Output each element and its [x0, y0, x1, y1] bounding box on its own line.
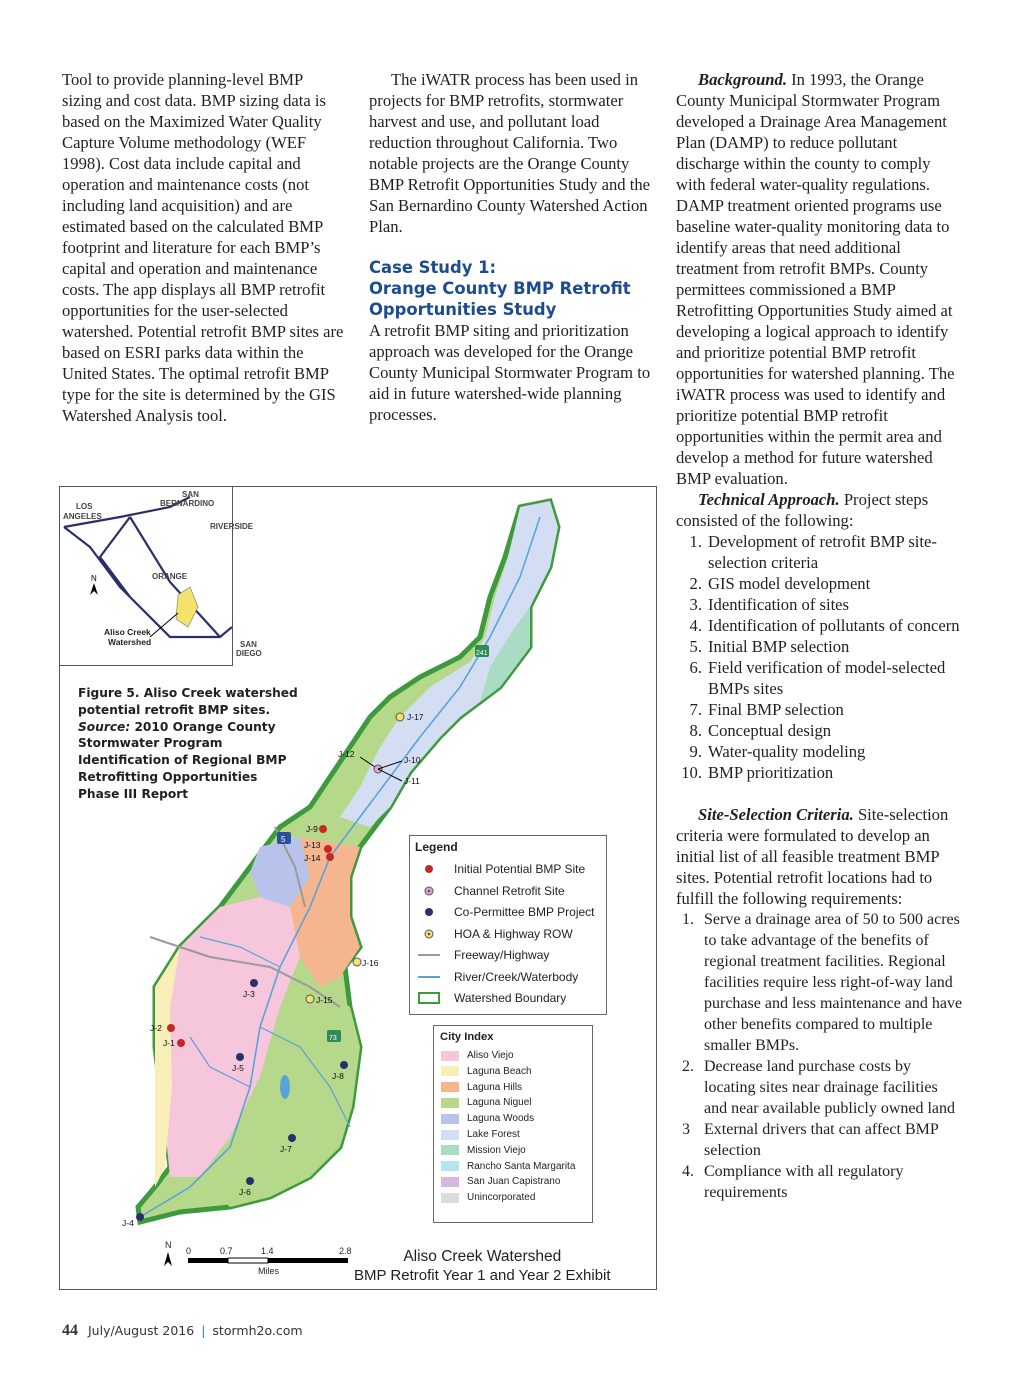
inset-san-bernardino: SAN BERNARDINO [160, 490, 215, 508]
step-number: 9. [689, 742, 702, 761]
background-text: In 1993, the Orange County Municipal Stormwater Program developed a Drainage Area Management Plan (DAMP) to reduce pollutant discharge within the county to comply with federal water-quality regulations. DAMP treatment oriented programs use baseline water-quality monitoring data to identify areas that need additional treatment from retrofit BMPs. County permittees commissioned a BMP Retrofitting Opportunities Study aimed at developing a logical approach to identify and prioritize potential BMP retrofit opportunities for watershed planning. The iWATR process was used to identify and prioritize potential BMP retrofit opportunities within the permit area and develop a method for future watershed BMP evaluation. [676, 70, 955, 488]
caption-source [78, 719, 298, 803]
legend-symbol [418, 863, 440, 875]
city-swatch [441, 1193, 459, 1203]
shield-241-label: 241 [476, 650, 488, 657]
locator-inset [60, 487, 262, 666]
site-j17 [396, 713, 404, 721]
caption-source-text: 2010 Orange County Stormwater Program Identification of Regional BMP Retrofitting Opportunities Phase III Report [78, 719, 287, 801]
site-j10-label: J-10 [404, 755, 421, 765]
site-j1-label: J-1 [163, 1038, 175, 1048]
caption-source-label: Source: [78, 719, 131, 734]
shield-5-label: 5 [281, 835, 286, 844]
case-study-heading [369, 257, 651, 320]
step-text: Field verification of model-selected BMPs sites [708, 658, 946, 698]
site-selection-label: Site-Selection Criteria. [698, 805, 854, 824]
inset-san-diego: SAN DIEGO [236, 640, 262, 658]
city-item [441, 1097, 532, 1108]
site-j13 [324, 845, 332, 853]
site-j8 [340, 1061, 348, 1069]
city-item [441, 1082, 522, 1093]
legend-symbol [418, 949, 440, 961]
requirement-item [676, 909, 964, 1056]
site-j15-label: J-15 [316, 995, 333, 1005]
site-j6-label: J-6 [239, 1187, 251, 1197]
step-item [676, 720, 964, 741]
site-selection-text: Site-selection criteria were formulated to develop an initial list of all feasible treatment BMP sites. Potential retrofit locations had to fulfill the following requirements: [676, 805, 949, 908]
site-j7 [288, 1134, 296, 1142]
site-j2-label: J-2 [150, 1023, 162, 1033]
locator-svg [60, 487, 262, 665]
step-text: Development of retrofit BMP site-selection criteria [708, 532, 937, 572]
caption-title: Figure 5. Aliso Creek watershed potential retrofit BMP sites. [78, 686, 298, 717]
scale-bar-1 [188, 1258, 228, 1263]
scale-bar-2 [228, 1258, 268, 1263]
technical-text: Project steps consisted of the following: [676, 490, 929, 530]
legend-symbol [418, 971, 440, 983]
site-j1 [177, 1039, 185, 1047]
legend-symbol [418, 992, 440, 1004]
background-label: Background. [698, 70, 787, 89]
inset-aliso: Aliso Creek Watershed [104, 627, 152, 647]
technical-label: Technical Approach. [698, 490, 840, 509]
city-label: Unincorporated [467, 1192, 536, 1204]
step-number: 4. [689, 616, 702, 635]
steps-list [676, 531, 964, 783]
requirement-number: 3 [682, 1121, 690, 1138]
map-title-line1: Aliso Creek Watershed [403, 1248, 562, 1265]
legend-item [418, 927, 573, 941]
legend-item [418, 862, 585, 876]
page-number: 44 [62, 1322, 78, 1339]
step-text: GIS model development [708, 574, 871, 593]
step-text: Identification of sites [708, 595, 850, 614]
step-item [676, 636, 964, 657]
city-swatch [441, 1066, 459, 1076]
site-j16 [353, 958, 361, 966]
step-number: 1. [689, 532, 702, 551]
legend-symbol [418, 906, 440, 918]
map-title-line2: BMP Retrofit Year 1 and Year 2 Exhibit [354, 1267, 611, 1284]
inset-north: N [91, 574, 97, 583]
site-j4 [136, 1213, 144, 1221]
site-j14-label: J-14 [304, 853, 321, 863]
city-item [441, 1129, 520, 1140]
site-j13-label: J-13 [304, 840, 321, 850]
site-j12-label: J-12 [338, 749, 355, 759]
step-number: 8. [689, 721, 702, 740]
inset-los-angeles: LOS ANGELES [63, 502, 102, 521]
legend-symbol [418, 885, 440, 897]
site-url[interactable]: stormh2o.com [212, 1323, 303, 1338]
requirement-number: 4. [682, 1163, 694, 1180]
step-item [676, 657, 964, 699]
site-j5 [236, 1053, 244, 1061]
requirements-list [676, 909, 964, 1203]
step-text: Identification of pollutants of concern [708, 616, 960, 635]
city-swatch [441, 1161, 459, 1171]
legend-label: HOA & Highway ROW [454, 926, 573, 941]
footer-separator: | [201, 1323, 206, 1338]
legend-label: Watershed Boundary [454, 991, 567, 1005]
legend-label: Co-Permittee BMP Project [454, 905, 595, 919]
scale-tick-2: 1.4 [261, 1246, 274, 1256]
site-j16-label: J-16 [362, 958, 379, 968]
site-j3 [250, 979, 258, 987]
north-arrow-inset [90, 583, 98, 595]
aliso-leader [150, 613, 178, 637]
city-item [441, 1192, 535, 1203]
case-study-heading-line2: Orange County BMP Retrofit Opportunities Study [369, 279, 631, 319]
city-label: Aliso Viejo [467, 1050, 514, 1061]
step-text: Initial BMP selection [708, 637, 850, 656]
requirement-text: Serve a drainage area of 50 to 500 acres to take advantage of the benefits of regional treatment facilities. Regional facilities require less right-of-way land purchase and less maintenance and have other benefits compared to multiple smaller BMPs. [704, 911, 963, 1054]
scale-north-arrow [164, 1252, 172, 1266]
city-swatch [441, 1114, 459, 1124]
legend-label: Channel Retrofit Site [454, 883, 565, 898]
column-2-intro: The iWATR process has been used in projects for BMP retrofits, stormwater harvest and use, and pollutant load reduction throughout California. Two notable projects are the Orange County BMP Retrofit Opportunities Study and the San Bernardino County Watershed Action Plan. [369, 70, 651, 236]
lake [280, 1075, 290, 1099]
site-j15 [306, 995, 314, 1003]
site-selection-paragraph [676, 804, 964, 909]
city-swatch [441, 1177, 459, 1187]
inset-orange: ORANGE [152, 572, 188, 581]
step-text: Water-quality modeling [708, 742, 866, 761]
requirement-text: Decrease land purchase costs by locating sites near drainage facilities and near available publicly owned land [704, 1058, 956, 1117]
city-label: Laguna Woods [467, 1113, 535, 1125]
site-j6 [246, 1177, 254, 1185]
figure-caption [78, 685, 298, 803]
scale-tick-3: 2.8 [339, 1246, 352, 1256]
requirement-item [676, 1119, 964, 1161]
city-label: Mission Viejo [467, 1144, 526, 1156]
city-label: Rancho Santa Margarita [467, 1160, 576, 1172]
step-item [676, 531, 964, 573]
scale-n: N [165, 1240, 172, 1250]
site-j14 [326, 853, 334, 861]
requirement-text: Compliance with all regulatory requirements [704, 1163, 904, 1201]
step-text: BMP prioritization [708, 763, 834, 782]
technical-paragraph [676, 489, 964, 531]
step-number: 3. [689, 595, 702, 614]
map-legend [409, 835, 607, 1015]
scale-tick-0: 0 [186, 1246, 192, 1256]
scale-bar-3 [268, 1258, 348, 1263]
step-item [676, 573, 964, 594]
step-item [676, 762, 964, 783]
city-item [441, 1050, 514, 1061]
site-j17-label: J-17 [407, 712, 424, 722]
site-j9-label: J-9 [306, 824, 318, 834]
city-label: Lake Forest [467, 1129, 520, 1140]
step-number: 5. [689, 637, 702, 656]
background-paragraph [676, 69, 964, 489]
step-number: 2. [689, 574, 702, 593]
legend-symbol [418, 928, 440, 940]
page-footer [62, 1322, 303, 1340]
step-text: Conceptual design [708, 721, 832, 740]
city-label: San Juan Capistrano [467, 1176, 561, 1188]
legend-label: River/Creek/Waterbody [454, 969, 579, 984]
step-item [676, 615, 964, 636]
requirement-number: 1. [682, 911, 694, 928]
city-swatch [441, 1130, 459, 1140]
case-study-heading-line1: Case Study 1: [369, 258, 497, 277]
site-j2 [167, 1024, 175, 1032]
scale-tick-1: 0.7 [220, 1246, 233, 1256]
city-swatch [441, 1098, 459, 1108]
step-number: 7. [689, 700, 702, 719]
city-item [441, 1066, 532, 1077]
step-item [676, 699, 964, 720]
legend-item [418, 948, 549, 962]
column-2 [369, 69, 651, 425]
city-label: Laguna Hills [467, 1081, 523, 1093]
inset-riverside: RIVERSIDE [210, 522, 254, 531]
site-j11-label: J-11 [404, 776, 420, 786]
city-swatch [441, 1145, 459, 1155]
city-item [441, 1176, 560, 1187]
column-1-text: Tool to provide planning-level BMP sizing and cost data. BMP sizing data is based on the Maximized Water Quality Capture Volume methodology (WEF 1998). Cost data include capital and operation and maintenance costs (not including land acquisition) and are estimated based on the calculated BMP footprint and literature for each BMP’s capital and operation and maintenance costs. The app displays all BMP retrofit opportunities for the user-selected watershed. Potential retrofit BMP sites are based on ESRI parks data within the United States. The optimal retrofit BMP type for the site is determined by the GIS Watershed Analysis tool. [62, 70, 344, 425]
city-label: Laguna Niguel [467, 1097, 532, 1109]
step-item [676, 741, 964, 762]
site-j9 [319, 825, 327, 833]
issue-date: July/August 2016 [87, 1323, 195, 1338]
legend-label: Initial Potential BMP Site [454, 862, 586, 876]
step-number: 10. [681, 763, 702, 782]
legend-title: Legend [415, 840, 458, 854]
site-j8-label: J-8 [332, 1071, 344, 1081]
requirement-text: External drivers that can affect BMP selection [704, 1121, 939, 1159]
city-index [433, 1025, 593, 1223]
step-item [676, 594, 964, 615]
step-text: Final BMP selection [708, 700, 844, 719]
case-study-text: A retrofit BMP siting and prioritization approach was developed for the Orange County Municipal Stormwater Program to aid in future watershed-wide planning processes. [369, 321, 651, 424]
legend-item [418, 905, 595, 919]
legend-item [418, 991, 566, 1005]
city-swatch [441, 1051, 459, 1061]
requirement-item [676, 1056, 964, 1119]
city-label: Laguna Beach [467, 1065, 532, 1077]
legend-item [418, 884, 565, 898]
site-j5-label: J-5 [232, 1063, 244, 1073]
column-1 [62, 69, 344, 426]
legend-label: Freeway/Highway [454, 948, 550, 962]
site-j3-label: J-3 [243, 989, 255, 999]
scale-unit: Miles [258, 1266, 280, 1276]
requirement-item [676, 1161, 964, 1203]
figure-5-map [59, 486, 657, 1290]
site-j4-label: J-4 [122, 1218, 134, 1228]
city-item [441, 1145, 526, 1156]
requirement-number: 2. [682, 1058, 694, 1075]
legend-item [418, 970, 578, 984]
map-title [354, 1247, 611, 1285]
step-number: 6. [689, 658, 702, 677]
city-item [441, 1161, 575, 1172]
city-item [441, 1113, 534, 1124]
column-3 [676, 69, 964, 1203]
city-swatch [441, 1082, 459, 1092]
shield-73-label: 73 [329, 1035, 337, 1042]
site-j7-label: J-7 [280, 1144, 292, 1154]
city-index-title: City Index [440, 1031, 494, 1043]
